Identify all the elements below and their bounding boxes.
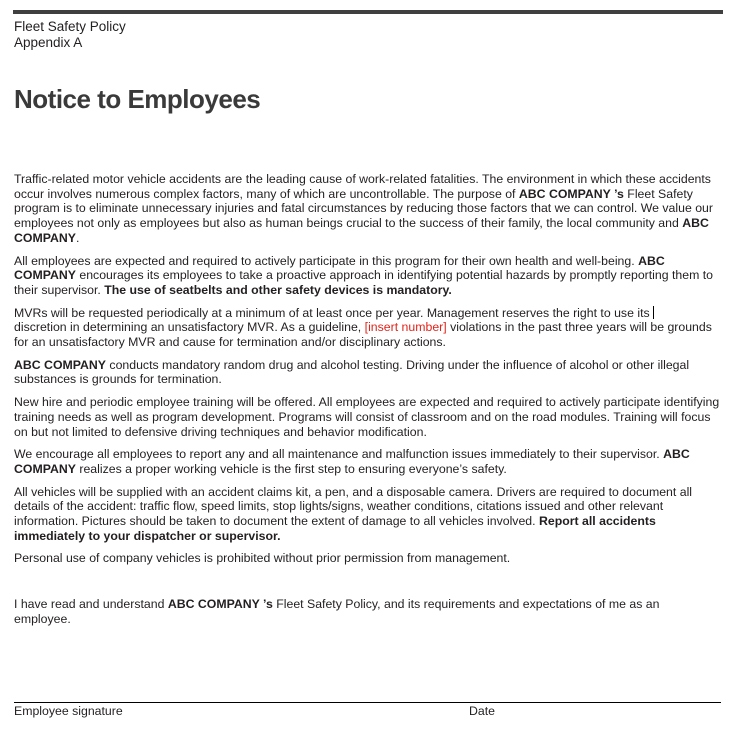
top-rule [13,10,723,14]
employee-signature-label: Employee signature [14,704,123,718]
paragraph-accident-kit: All vehicles will be supplied with an accident claims kit, a pen, and a disposable camera. Drivers are required to document all details of the accident: traffic flow, speed limits, stop lights/signs, weather conditions, citations issued and other relevant information. Pictures should be taken to document the extent of damage to all vehicles involved. Report all accidents immediately to your dispatcher or supervisor. [14,484,693,543]
paragraph-maintenance: We encourage all employees to report any and all maintenance and malfunction issues immediately to their supervisor. ABC COMPANY realizes a proper working vehicle is the first step to ensuring everyone’s safety. [14,447,690,476]
company-name: ABC COMPANY [14,357,106,372]
company-name: ABC COMPANY ’s [167,597,273,611]
text-cursor [653,306,654,319]
seatbelt-statement: The use of seatbelts and other safety devices is mandatory. [104,282,452,297]
insert-number-placeholder[interactable]: [insert number] [364,320,447,335]
notice-body [14,172,724,574]
company-name: ABC COMPANY [14,216,709,245]
signature-line[interactable] [14,702,721,703]
document-header [14,19,126,51]
report-accidents-statement: Report all accidents immediately to your dispatcher or supervisor. [14,514,656,543]
acknowledgement-statement: I have read and understand ABC COMPANY ’s Fleet Safety Policy, and its requirements and expectations of me as an employee. [14,597,660,626]
page-title: Notice to Employees [14,84,261,114]
company-name: ABC COMPANY ’s [518,186,624,201]
paragraph-drug-testing: ABC COMPANY conducts mandatory random drug and alcohol testing. Driving under the influence of alcohol or other illegal substances is grounds for termination. [14,357,690,387]
paragraph-participation: All employees are expected and required to actively participate in this program for their own health and well-being. ABC COMPANY encourages its employees to take a proactive approach in identifying potential hazards by promptly reporting them to their supervisor. The use of seatbelts and other safety devices is mandatory. [14,253,714,297]
paragraph-mvr: MVRs will be requested periodically at a minimum of at least once per year. Management reserves the right to use its discretion in determining an unsatisfactory MVR. As a guideline, [insert number] violations in the past three years will be grounds for an unsatisfactory MVR and cause for termination and/or disciplinary actions. [14,305,712,350]
company-name: ABC COMPANY [14,253,665,283]
header-policy-name: Fleet Safety Policy [14,19,126,34]
company-name: ABC COMPANY [14,447,690,476]
header-appendix: Appendix A [14,35,83,50]
paragraph-training: New hire and periodic employee training will be offered. All employees are expected and required to actively participate identifying training needs as well as program development. Programs will consist of classroom and on the road modules. Training will focus on but not limited to defensive driving techniques and behavior modification. [14,395,720,439]
paragraph-purpose: Traffic-related motor vehicle accidents are the leading cause of work-related fatalities. The environment in which these accidents occur involves numerous complex factors, many of which are uncontrollable. The purpose of ABC COMPANY ’s Fleet Safety program is to eliminate unnecessary injuries and fatal circumstances by reducing those factors that we can control. We value our employees not only as employees but also as human beings crucial to the success of their family, the local community and ABC COMPANY. [14,172,713,245]
paragraph-personal-use: Personal use of company vehicles is prohibited without prior permission from management. [14,551,511,566]
date-label: Date [469,704,495,718]
